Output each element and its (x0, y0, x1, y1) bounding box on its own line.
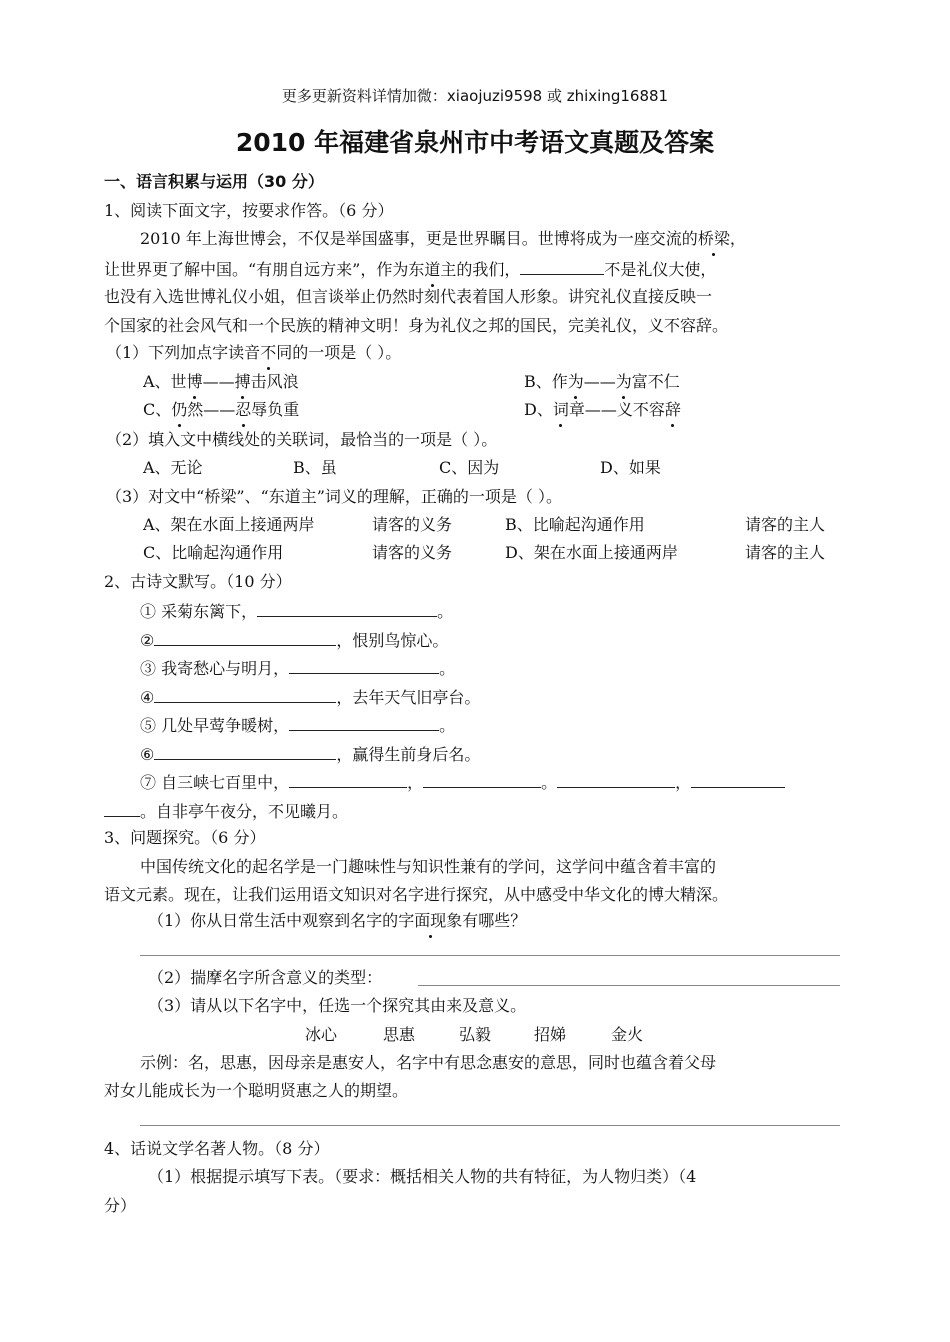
recitation-item: ③ 我寄愁心与明月， 。 (140, 659, 456, 678)
option-d[interactable]: D、架在水面上接通两岸 (505, 543, 678, 562)
q3-subquestion-3: （3）请从以下名字中，任选一个探究其由来及意义。 (148, 996, 527, 1015)
subquestion-1-stem: （1）下列加点字读音不同的一项是（ ）。 (106, 343, 402, 362)
recitation-item: ⑦ 自三峡七百里中， ， 。 ， (140, 771, 785, 793)
fill-blank[interactable] (423, 771, 541, 788)
subquestion-2-stem: （2）填入文中横线处的关联词，最恰当的一项是（ ）。 (106, 430, 498, 449)
name-choice: 思惠 (383, 1025, 416, 1044)
q4-subquestion-1: （1）根据提示填写下表。（要求：概括相关人物的共有特征，为人物归类）（4 (148, 1167, 697, 1186)
option-c-meaning: 请客的义务 (372, 543, 453, 562)
page-title: 2010 年福建省泉州市中考语文真题及答案 (235, 128, 715, 157)
q4-subquestion-1-cont: 分） (104, 1196, 137, 1215)
recitation-item: ① 采菊东篱下， 。 (140, 602, 454, 621)
option-d[interactable]: D、如果 (600, 458, 661, 477)
section-heading: 一、语言积累与运用（30 分） (104, 172, 324, 191)
dotted-word: 东道主 (408, 260, 457, 279)
fill-blank[interactable] (557, 771, 675, 788)
option-a[interactable]: A、世博——搏击风浪 (143, 372, 299, 391)
option-b[interactable]: B、比喻起沟通作用 (505, 515, 645, 534)
question-4-stem: 4、话说文学名著人物。（8 分） (104, 1139, 330, 1158)
passage-line-2: 让世界更了解中国。“有朋自远方来”，作为东道主的我们， 不是礼仪大使， (104, 260, 717, 279)
answer-line[interactable] (418, 985, 840, 986)
q3-intro-line-1: 中国传统文化的起名学是一门趣味性与知识性兼有的学问，这学问中蕴含着丰富的 (140, 857, 717, 876)
name-choice: 弘毅 (459, 1025, 492, 1044)
answer-line[interactable] (140, 1125, 840, 1126)
fill-blank[interactable] (154, 629, 336, 646)
option-b[interactable]: B、虽 (293, 458, 337, 477)
option-d[interactable]: D、词章——义不容辞 (524, 400, 681, 419)
recitation-item-continued: 。自非亭午夜分，不见曦月。 (104, 800, 348, 822)
fill-blank[interactable] (289, 657, 439, 674)
q3-intro-line-2: 语文元素。现在，让我们运用语文知识对名字进行探究，从中感受中华文化的博大精深。 (104, 885, 729, 904)
name-choice: 金火 (611, 1025, 644, 1044)
fill-blank[interactable] (520, 258, 604, 275)
question-2-stem: 2、古诗文默写。（10 分） (104, 572, 292, 591)
option-c[interactable]: C、因为 (439, 458, 500, 477)
option-b[interactable]: B、作为——为富不仁 (524, 372, 680, 391)
recitation-item: ② ，恨别鸟惊心。 (140, 631, 449, 650)
q3-example-line-2: 对女儿能成长为一个聪明贤惠之人的期望。 (104, 1081, 409, 1100)
q3-example-line-1: 示例：名，思惠，因母亲是惠安人，名字中有思念惠安的意思，同时也蕴含着父母 (140, 1053, 717, 1072)
answer-line[interactable] (140, 955, 840, 956)
recitation-item: ⑤ 几处早莺争暖树， 。 (140, 716, 456, 735)
fill-blank[interactable] (154, 686, 336, 703)
passage-line-3: 也没有入选世博礼仪小姐，但言谈举止仍然时刻代表着国人形象。讲究礼仪直接反映一 (104, 287, 713, 306)
dotted-phrase: 字面现象 (398, 911, 463, 930)
question-3-stem: 3、问题探究。（6 分） (104, 828, 266, 847)
option-a[interactable]: A、无论 (143, 458, 203, 477)
recitation-item: ⑥ ，赢得生前身后名。 (140, 745, 481, 764)
q3-subquestion-1: （1）你从日常生活中观察到名字的字面现象有哪些？ (148, 911, 527, 930)
option-c[interactable]: C、仍然——忍辱负重 (143, 400, 300, 419)
fill-blank[interactable] (289, 714, 439, 731)
option-d-meaning: 请客的主人 (745, 543, 826, 562)
option-b-meaning: 请客的主人 (745, 515, 826, 534)
fill-blank[interactable] (691, 771, 785, 788)
passage-line-1: 2010 年上海世博会，不仅是举国盛事，更是世界瞩目。世博将成为一座交流的桥梁， (140, 229, 746, 248)
dotted-word: 桥梁 (697, 229, 730, 248)
option-c[interactable]: C、比喻起沟通作用 (143, 543, 284, 562)
subquestion-3-stem: （3）对文中“桥梁”、“东道主”词义的理解，正确的一项是（ ）。 (106, 487, 562, 506)
fill-blank[interactable] (257, 600, 437, 617)
name-choice: 冰心 (305, 1025, 338, 1044)
q3-subquestion-2: （2）揣摩名字所含意义的类型： (148, 968, 383, 987)
header-note: 更多更新资料详情加微：xiaojuzi9598 或 zhixing16881 (281, 87, 669, 105)
fill-blank[interactable] (154, 743, 336, 760)
option-a[interactable]: A、架在水面上接通两岸 (143, 515, 315, 534)
name-choice: 招娣 (534, 1025, 567, 1044)
fill-blank[interactable] (289, 771, 407, 788)
option-a-meaning: 请客的义务 (372, 515, 453, 534)
passage-line-4: 个国家的社会风气和一个民族的精神文明！身为礼仪之邦的国民，完美礼仪，义不容辞。 (104, 316, 729, 335)
question-1-stem: 1、阅读下面文字，按要求作答。（6 分） (104, 201, 394, 220)
fill-blank[interactable] (104, 800, 140, 817)
recitation-item: ④ ，去年天气旧亭台。 (140, 688, 481, 707)
